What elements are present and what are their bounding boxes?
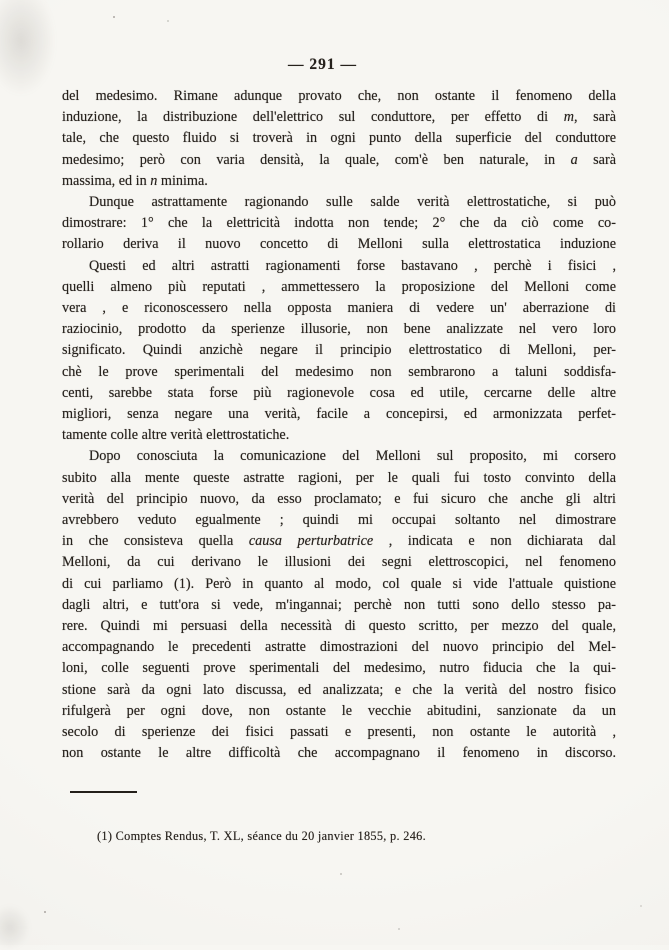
paragraph (62, 192, 616, 256)
text-line: medesimo; però con varia densità, la quale, com'è ben naturale, in a sarà (62, 151, 616, 168)
text-line: rere. Quindi mi persuasi della necessità di questo scritto, per mezzo del quale, (62, 618, 616, 635)
text-line: accompagnando le precedenti astratte dimostrazioni del nuovo principio del Mel- (62, 639, 616, 656)
text-line: rifulgerà per ogni dove, non ostante le vecchie abitudini, sanzionate da un (62, 702, 616, 719)
text-line: Dopo conosciuta la comunicazione del Melloni sul proposito, mi corsero (89, 448, 616, 465)
text-line: massima, ed in n minima. (62, 172, 208, 189)
text-line: non ostante le altre difficoltà che accompagnano il fenomeno in discorso. (62, 745, 616, 762)
text-line: stione sarà da ogni lato discussa, ed analizzata; e che la verità del nostro fisico (62, 681, 616, 698)
text-line: verità del principio nuovo, da esso proclamato; e fui sicuro che anche gli altri (62, 490, 616, 507)
text-line: vera , e riconoscessero nella opposta maniera di vedere un' aberrazione di (62, 300, 616, 317)
text-line: secolo di sperienze dei fisici passati e presenti, non ostante le autorità , (62, 724, 616, 741)
text-line: induzione, la distribuzione dell'elettrico sul conduttore, per effetto di m, sarà (62, 109, 616, 126)
text-line: Questi ed altri astratti ragionamenti forse bastavano , perchè i fisici , (89, 257, 616, 274)
text-line: avrebbero veduto egualmente ; quindi mi occupai soltanto nel dimostrare (62, 512, 616, 529)
scan-speck (398, 928, 400, 930)
scan-speck (167, 20, 169, 22)
text-line: tamente colle altre verità elettrostatiche. (62, 427, 290, 444)
scan-speck (113, 16, 115, 18)
page-number: — 291 — (288, 56, 357, 73)
text-line: quelli almeno più reputati , ammettessero la proposizione del Melloni come (62, 278, 616, 295)
text-line: chè le prove sperimentali del medesimo non sembrarono a taluni soddisfa- (62, 363, 616, 380)
text-line: di cui parliamo (1). Però in quanto al modo, col quale si vide l'attuale quistione (62, 575, 616, 592)
scan-smudge (0, 0, 56, 96)
text-line: dimostrare: 1° che la elettricità indotta non tende; 2° che da ciò come co- (62, 215, 616, 232)
text-line: rollario deriva il nuovo concetto di Melloni sulla elettrostatica induzione (62, 236, 616, 253)
text-line: migliori, senza negare una verità, facile a concepirsi, ed armonizzata perfet- (62, 406, 616, 423)
paragraph (62, 86, 616, 192)
text-line: centi, sarebbe stata forse più ragionevole cosa ed utile, cercarne delle altre (62, 384, 616, 401)
text-line: tale, che questo fluido si troverà in ogni punto della superficie del conduttore (62, 130, 616, 147)
text-line: Dunque astrattamente ragionando sulle salde verità elettrostatiche, si può (89, 194, 616, 211)
paragraph (62, 256, 616, 447)
text-line: raziocinio, prodotto da sperienze illusorie, non bene analizzate nel vero loro (62, 321, 616, 338)
text-line: Melloni, da cui derivano le illusioni dei segni elettroscopici, nel fenomeno (62, 554, 616, 571)
text-line: significato. Quindi anzichè negare il principio elettrostatico di Melloni, per- (62, 342, 616, 359)
text-line: loni, colle seguenti prove sperimentali del medesimo, nutro fiducia che la qui- (62, 660, 616, 677)
text-line: subito alla mente queste astratte ragioni, per le quali fui tosto convinto della (62, 469, 616, 486)
body-text (62, 86, 616, 765)
text-line: del medesimo. Rimane adunque provato che, non ostante il fenomeno della (62, 88, 616, 104)
scan-speck (44, 911, 46, 913)
footnote: (1) Comptes Rendus, T. XL, séance du 20 janvier 1855, p. 246. (97, 829, 426, 843)
text-line: dagli altri, e tutt'ora si vede, m'ingannai; perchè non tutti sono dello stesso pa- (62, 596, 616, 613)
footnote-rule (70, 791, 137, 793)
scan-speck (640, 905, 642, 907)
text-line: in che consisteva quella causa perturbatrice , indicata e non dichiarata dal (62, 533, 616, 550)
paragraph (62, 446, 616, 764)
scan-smudge (0, 905, 30, 950)
scan-speck (340, 873, 342, 875)
